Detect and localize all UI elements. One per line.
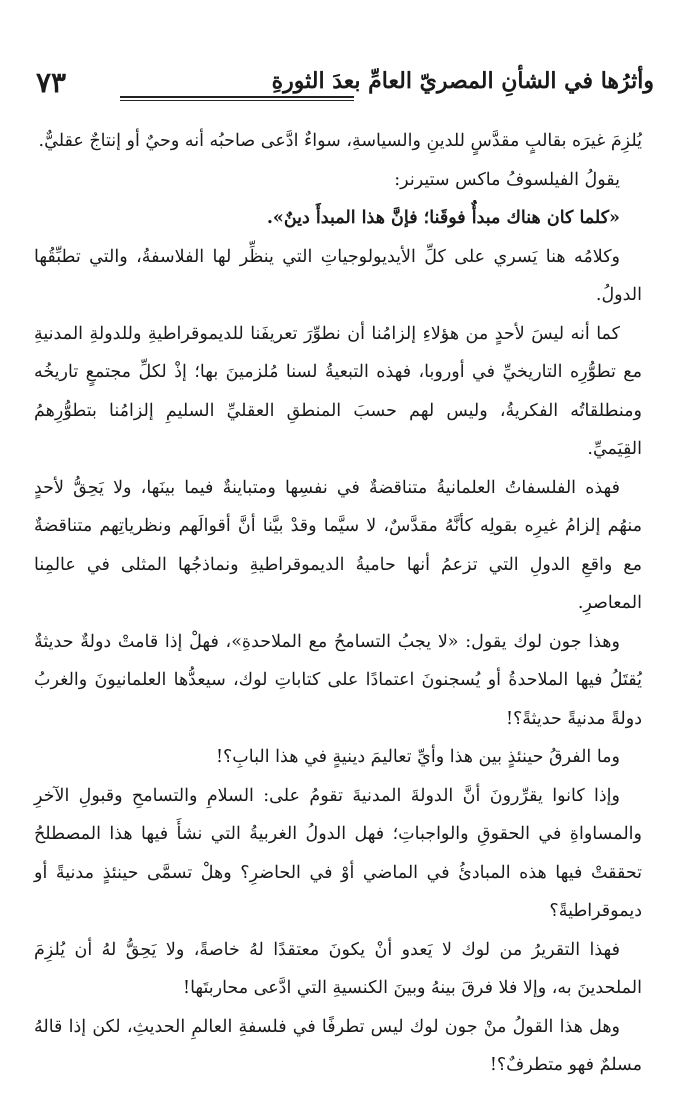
paragraph: وهذا جون لوك يقول: «لا يجبُ التسامحُ مع الملاحدةِ»، فهلْ إذا قامتْ دولةٌ حديثةٌ يُقتَلُ فيها الملاحدةُ أو يُسجنونَ اعتمادًا على كتاباتِ لوك، سيعدُّها العلمانيونَ والغربُ دولةً مدنيةً حديثةً؟! <box>34 631 642 729</box>
header-rule <box>120 96 354 101</box>
page-header <box>28 62 654 106</box>
paragraph: كما أنه ليسَ لأحدٍ من هؤلاءِ إلزامُنا أن نطوِّرَ تعريفَنا للديموقراطيةِ وللدولةِ المدنيةِ مع تطوُّرِه التاريخيِّ في أوروبا، فهذه التبعيةُ لسنا مُلزمينَ بها؛ إذْ لكلِّ مجتمعٍ تاريخُه ومنطلقاتُه الفكريةُ، وليس لهم حسبَ المنطقِ العقليِّ السليمِ إلزامُنا بتطوُّرِهمُ القِيَميِّ. <box>34 323 642 459</box>
paragraph: يقولُ الفيلسوفُ ماكس ستيرنر: <box>394 169 620 190</box>
page-number: ٧٣ <box>36 66 67 99</box>
paragraph: وهل هذا القولُ منْ جون لوك ليس تطرفًا في فلسفةِ العالمِ الحديثِ، لكن إذا قالهُ مسلمٌ فهو متطرفٌ؟! <box>34 1016 642 1075</box>
paragraph: وكلامُه هنا يَسري على كلِّ الأيديولوجياتِ التي ينظِّر لها الفلاسفةُ، والتي تطبِّقُها الدولُ. <box>34 246 642 305</box>
paragraph: فهذا التقريرُ من لوك لا يَعدو أنْ يكونَ معتقدًا لهُ خاصةً، ولا يَحِقُّ لهُ أن يُلزِمَ الملحدينَ به، وإلا فلا فرقَ بينهُ وبينَ الكنسيةِ التي ادَّعى محاربتَها! <box>34 939 642 998</box>
body-text <box>34 122 642 1085</box>
paragraph: فهذه الفلسفاتُ العلمانيةُ متناقضةٌ في نفسِها ومتباينةٌ فيما بينَها، ولا يَحِقُّ لأحدٍ منهُم إلزامُ غيرِه بقولِه كأنَّهُ مقدَّسٌ، لا سيَّما وقدْ بيَّنا أنَّ أقوالَهم ونظرياتِهم متناقضةٌ مع واقعِ الدولِ التي تزعمُ أنها حاميةُ الديموقراطيةِ ونماذجُها المثلى في عالمِنا المعاصرِ. <box>34 477 642 613</box>
paragraph: وإذا كانوا يقرِّرونَ أنَّ الدولةَ المدنيةَ تقومُ على: السلامِ والتسامحِ وقبولِ الآخرِ والمساواةِ في الحقوقِ والواجباتِ؛ فهل الدولُ الغربيةُ التي نشأَ فيها هذا المصطلحُ تحققتْ فيها هذه المبادئُ في الماضي أوْ في الحاضرِ؟ وهلْ تسمَّى حينئذٍ مدنيةً أو ديموقراطيةً؟ <box>34 785 642 921</box>
paragraph: يُلزِمَ غيرَه بقالبٍ مقدَّسٍ للدينِ والسياسةِ، سواءٌ ادَّعى صاحبُه أنه وحيٌ أو إنتاجٌ عقليٌّ. <box>38 131 642 151</box>
running-title: وأثرُها في الشأنِ المصريّ العامِّ بعدَ الثورةِ <box>271 68 654 94</box>
quote-paragraph: «كلما كان هناك مبدأٌ فوقَنا؛ فإنَّ هذا المبدأَ دينٌ». <box>266 208 620 228</box>
paragraph: وما الفرقُ حينئذٍ بين هذا وأيِّ تعاليمَ دينيةٍ في هذا البابِ؟! <box>215 747 620 767</box>
